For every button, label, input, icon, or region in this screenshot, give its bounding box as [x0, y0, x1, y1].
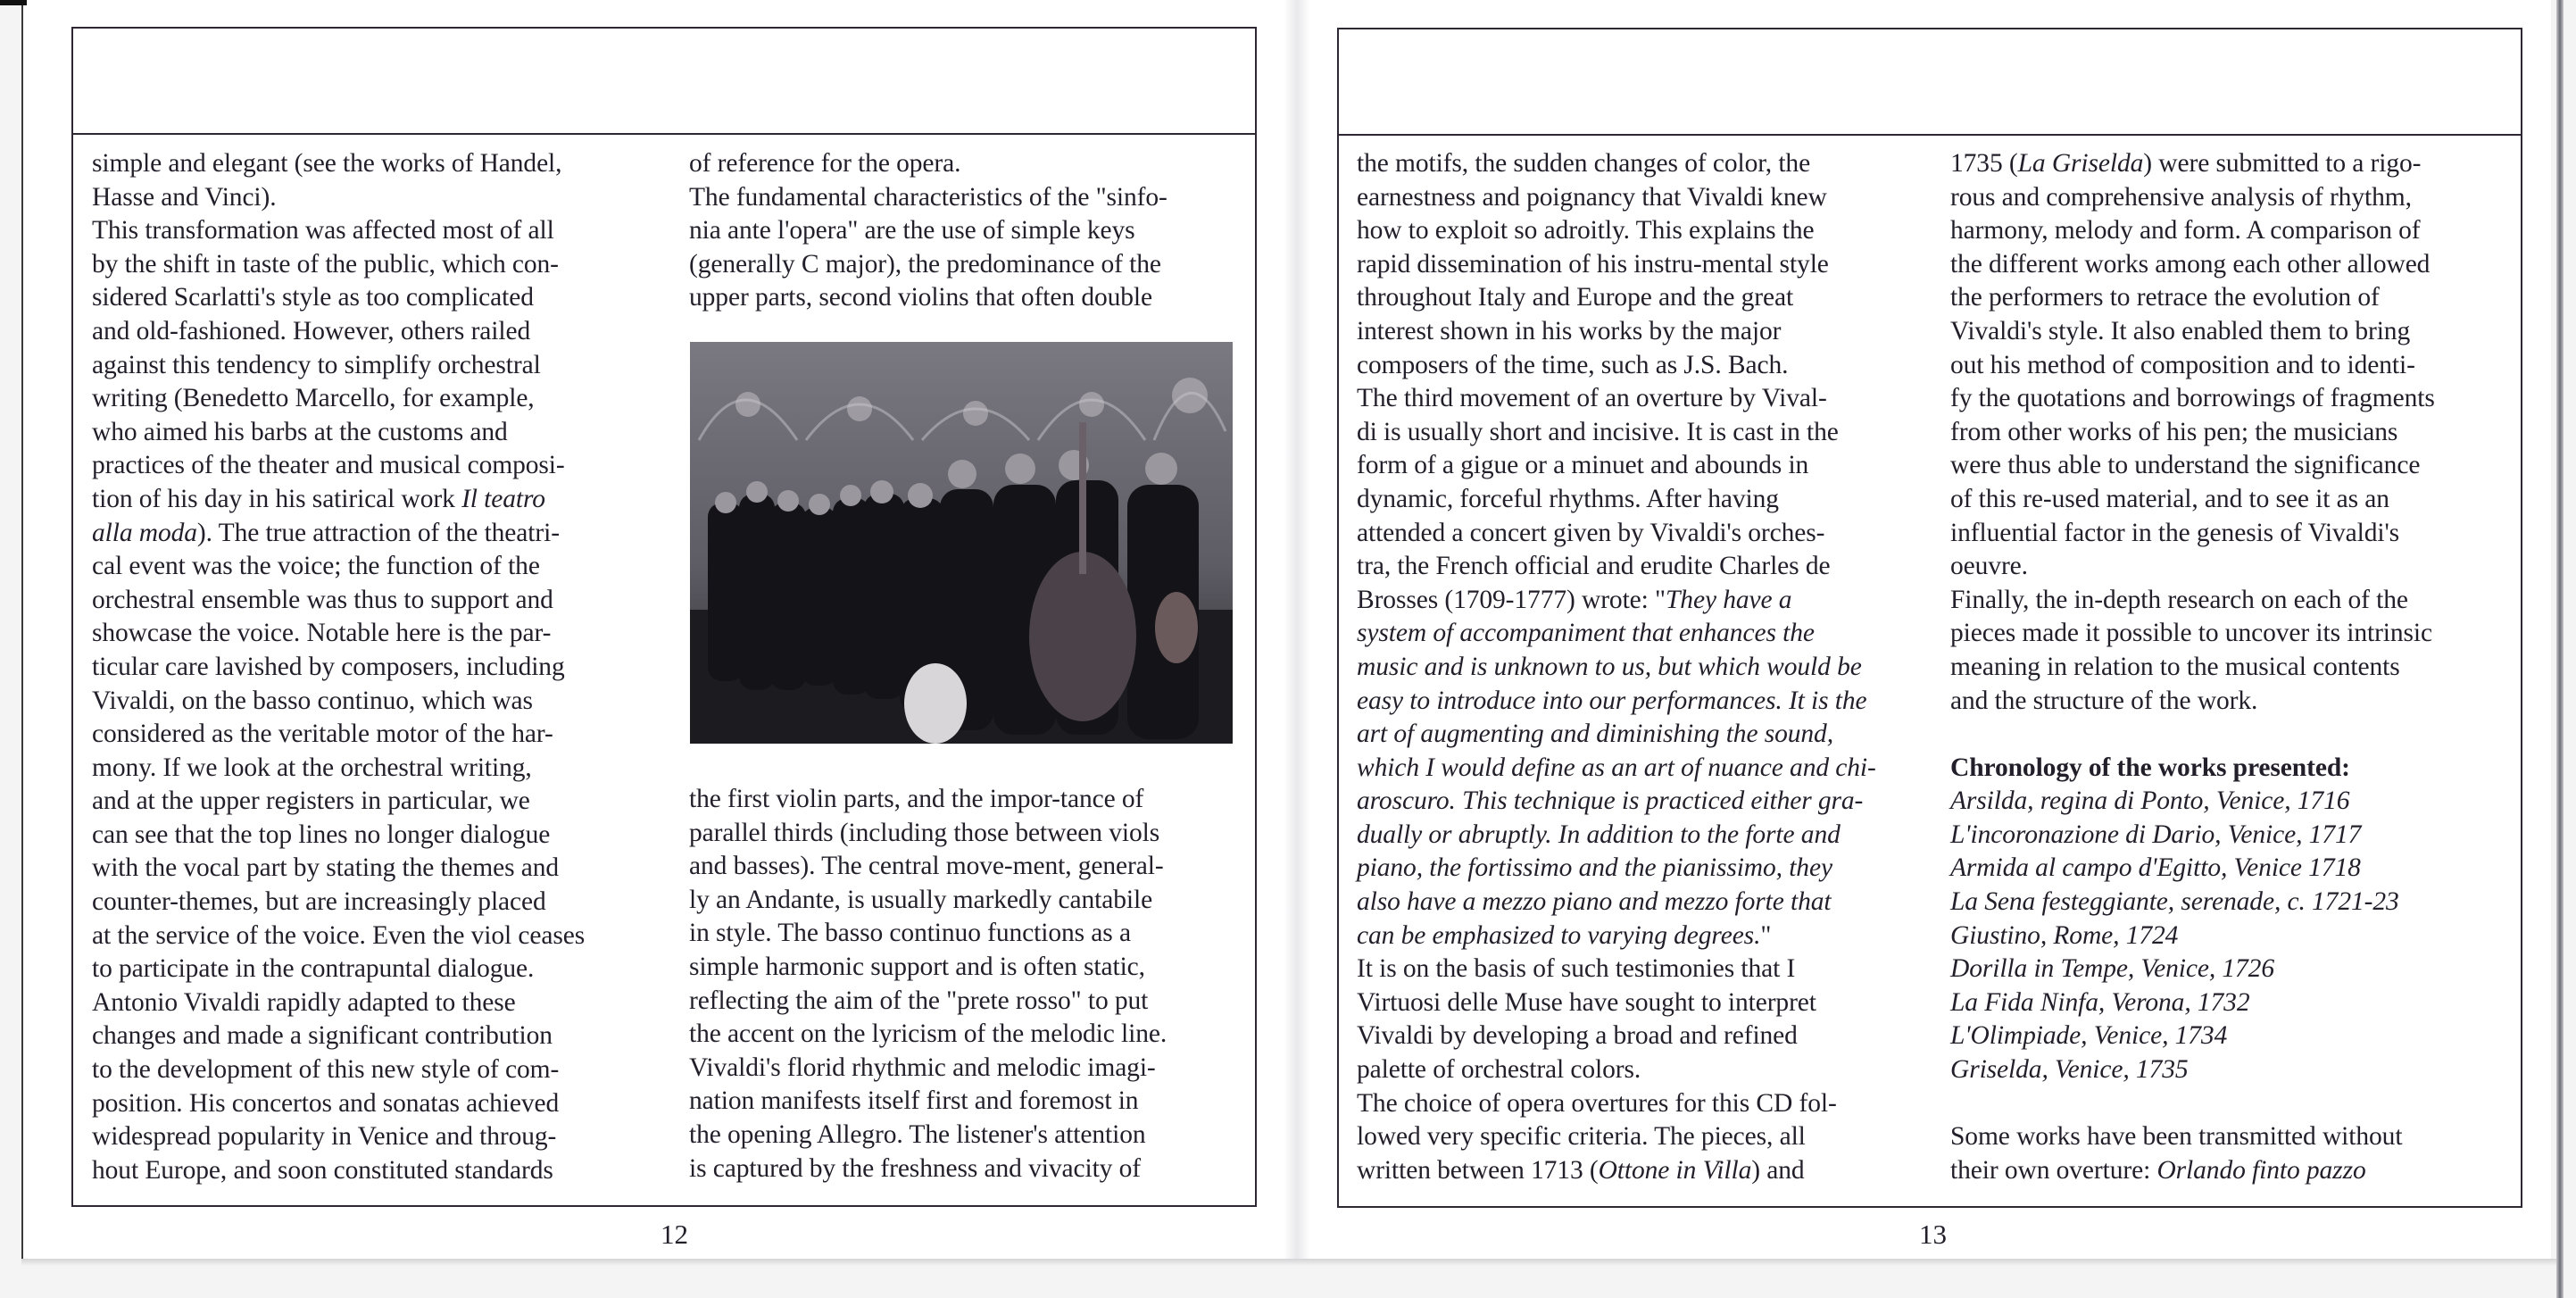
text-line: [1357, 953, 1876, 986]
text-line: [1950, 483, 2435, 517]
text-line: [689, 917, 1167, 951]
body-text: tra, the French official and erudite Charles de: [1357, 552, 1831, 581]
body-text: ly an Andante, is usually markedly cantabile: [689, 885, 1153, 914]
text-line: [1950, 919, 2435, 953]
text-line: [92, 752, 585, 786]
body-text: the accent on the lyricism of the melodic line.: [689, 1019, 1168, 1049]
italic-text: alla moda: [92, 518, 197, 547]
text-line: [1357, 1154, 1876, 1188]
text-line: [1950, 315, 2435, 349]
body-text: throughout Italy and Europe and the great: [1357, 283, 1794, 312]
body-text: of this re-used material, and to see it as an: [1950, 484, 2389, 513]
text-line: [1950, 617, 2435, 651]
text-line: [1357, 483, 1876, 517]
text-line: [1950, 986, 2435, 1020]
text-line: [1357, 1087, 1876, 1121]
italic-text: L'Olimpiade, Venice, 1734: [1950, 1021, 2228, 1051]
body-text: dynamic, forceful rhythms. After having: [1357, 484, 1779, 513]
body-text: Vivaldi's florid rhythmic and melodic imagi-: [689, 1053, 1156, 1082]
body-text: Vivaldi by developing a broad and refined: [1357, 1021, 1798, 1051]
text-line: [1357, 718, 1876, 752]
body-text: ) and: [1751, 1155, 1805, 1185]
text-line: [1950, 1053, 2435, 1087]
text-line: [92, 281, 585, 315]
book-gutter: [1284, 0, 1310, 1259]
body-text: orchestral ensemble was thus to support and: [92, 585, 553, 614]
text-line: [92, 315, 585, 349]
body-text: harmony, melody and form. A comparison of: [1950, 216, 2421, 245]
body-text: rapid dissemination of his instru-mental style: [1357, 249, 1829, 279]
text-line: [1357, 1120, 1876, 1154]
text-line: [689, 214, 1168, 248]
body-text: and the structure of the work.: [1950, 686, 2258, 715]
page-12-column-1: [92, 147, 585, 1187]
text-line: [92, 181, 585, 215]
blank-line: [1950, 718, 2435, 752]
page-number-12: 12: [661, 1219, 688, 1250]
text-line: [92, 147, 585, 181]
text-line: [1357, 349, 1876, 383]
text-line: [689, 1052, 1167, 1086]
body-text: is captured by the freshness and vivacity of: [689, 1153, 1141, 1183]
text-line: [1357, 819, 1876, 853]
body-text: Vivaldi, on the basso continuo, which was: [92, 686, 533, 715]
body-text: oeuvre.: [1950, 552, 2028, 581]
body-text: nation manifests itself first and foremost in: [689, 1086, 1139, 1116]
text-line: [1357, 986, 1876, 1020]
page-12-column-2-top: [689, 147, 1168, 315]
body-text: ). The true attraction of the theatri-: [196, 518, 560, 547]
body-text: di is usually short and incisive. It is cast in the: [1357, 417, 1839, 446]
body-text: to participate in the contrapuntal dialogue.: [92, 954, 535, 984]
text-line: [1950, 819, 2435, 853]
italic-text: which I would define as an art of nuance and chi-: [1357, 753, 1876, 782]
text-line: [1950, 517, 2435, 551]
page-number-13: 13: [1919, 1219, 1947, 1250]
text-line: [689, 248, 1168, 282]
text-line: [1357, 651, 1876, 685]
body-text: ticular care lavished by composers, including: [92, 652, 565, 681]
text-line: [689, 850, 1167, 884]
text-line: [689, 985, 1167, 1019]
text-line: [92, 785, 585, 819]
body-text: Some works have been transmitted without: [1950, 1122, 2403, 1152]
text-line: [689, 181, 1168, 215]
italic-text: also have a mezzo piano and mezzo forte that: [1357, 887, 1832, 917]
text-line: [1950, 852, 2435, 886]
text-line: [1950, 1120, 2435, 1154]
text-line: [92, 1154, 585, 1188]
text-line: [92, 1053, 585, 1087]
text-line: [92, 483, 585, 517]
italic-text: Arsilda, regina di Ponto, Venice, 1716: [1950, 786, 2350, 816]
body-text: sidered Scarlatti's style as too complicated: [92, 283, 534, 312]
body-text: 1735 (: [1950, 149, 2018, 178]
text-line: [92, 517, 585, 551]
text-line: [92, 685, 585, 719]
text-line: [689, 1119, 1167, 1152]
text-line: [92, 919, 585, 953]
text-line: [689, 783, 1167, 817]
text-line: [92, 1019, 585, 1053]
italic-text: can be emphasized to varying degrees.: [1357, 920, 1761, 950]
body-text: mony. If we look at the orchestral writing,: [92, 753, 532, 782]
text-line: [92, 449, 585, 483]
italic-text: easy to introduce into our performances. It is the: [1357, 686, 1867, 715]
italic-text: La Sena festeggiante, serenade, c. 1721-23: [1950, 887, 2399, 917]
text-line: [92, 416, 585, 450]
text-line: [1357, 1019, 1876, 1053]
ensemble-photo-icon: [690, 342, 1233, 744]
text-line: [92, 986, 585, 1020]
italic-text: Dorilla in Tempe, Venice, 1726: [1950, 954, 2274, 984]
text-line: [1950, 785, 2435, 819]
text-line: [1950, 181, 2435, 215]
body-text: Vivaldi's style. It also enabled them to bring: [1950, 316, 2411, 345]
body-text: can see that the top lines no longer dialogue: [92, 820, 551, 849]
text-line: [1357, 852, 1876, 886]
body-text: written between 1713 (: [1357, 1155, 1599, 1185]
text-line: [689, 951, 1167, 985]
body-text: and at the upper registers in particular, we: [92, 786, 530, 816]
italic-text: piano, the fortissimo and the pianissimo, they: [1357, 853, 1832, 883]
body-text: earnestness and poignancy that Vivaldi knew: [1357, 182, 1827, 212]
body-text: fy the quotations and borrowings of fragments: [1950, 384, 2435, 413]
text-line: [1950, 248, 2435, 282]
body-text: the performers to retrace the evolution of: [1950, 283, 2380, 312]
body-text: It is on the basis of such testimonies that I: [1357, 954, 1796, 984]
body-text: position. His concertos and sonatas achieved: [92, 1088, 560, 1118]
text-line: [1950, 584, 2435, 618]
text-line: [1950, 651, 2435, 685]
italic-text: Giustino, Rome, 1724: [1950, 920, 2179, 950]
text-line: [689, 1085, 1167, 1119]
text-line: [1357, 550, 1876, 584]
text-line: [1950, 382, 2435, 416]
text-line: [1357, 147, 1876, 181]
text-line: [1950, 886, 2435, 919]
body-text: composers of the time, such as J.S. Bach.: [1357, 350, 1789, 379]
text-line: [689, 1152, 1167, 1186]
body-text: attended a concert given by Vivaldi's orches-: [1357, 518, 1825, 547]
text-line: [92, 382, 585, 416]
text-line: [1357, 416, 1876, 450]
text-line: [92, 617, 585, 651]
body-text: showcase the voice. Notable here is the par-: [92, 619, 552, 648]
body-text: rous and comprehensive analysis of rhythm,: [1950, 182, 2412, 212]
text-line: [1950, 953, 2435, 986]
body-text: reflecting the aim of the "prete rosso" to put: [689, 986, 1149, 1015]
body-text: ": [1760, 920, 1772, 950]
text-line: [1950, 147, 2435, 181]
italic-text: They have a: [1666, 585, 1792, 614]
text-line: [689, 147, 1168, 181]
body-text: The third movement of an overture by Vival-: [1357, 384, 1827, 413]
text-line: [1950, 416, 2435, 450]
text-line: [1950, 214, 2435, 248]
body-text: nia ante l'opera" are the use of simple keys: [689, 216, 1135, 245]
body-text: form of a gigue or a minuet and abounds in: [1357, 451, 1809, 480]
text-line: [1950, 1019, 2435, 1053]
body-text: with the vocal part by stating the themes and: [92, 853, 560, 883]
text-line: [1357, 214, 1876, 248]
body-text: from other works of his pen; the musicians: [1950, 417, 2398, 446]
text-line: [92, 248, 585, 282]
italic-text: L'incoronazione di Dario, Venice, 1717: [1950, 820, 2362, 849]
body-text: against this tendency to simplify orchestral: [92, 350, 541, 379]
body-text: pieces made it possible to uncover its intrinsic: [1950, 619, 2433, 648]
italic-text: music and is unknown to us, but which would be: [1357, 652, 1862, 681]
body-text: Virtuosi delle Muse have sought to interpret: [1357, 987, 1816, 1017]
text-line: [92, 953, 585, 986]
text-line: [92, 214, 585, 248]
italic-text: Armida al campo d'Egitto, Venice 1718: [1950, 853, 2361, 883]
text-line: [1357, 584, 1876, 618]
body-text: practices of the theater and musical composi-: [92, 451, 565, 480]
ensemble-photo: [690, 342, 1233, 744]
body-text: Finally, the in-depth research on each of the: [1950, 585, 2408, 614]
body-text: at the service of the voice. Even the viol ceases: [92, 920, 586, 950]
text-line: [1357, 685, 1876, 719]
body-text: how to exploit so adroitly. This explains the: [1357, 216, 1815, 245]
body-text: writing (Benedetto Marcello, for example,: [92, 384, 535, 413]
italic-text: aroscuro. This technique is practiced either gra-: [1357, 786, 1864, 816]
text-line: [1950, 685, 2435, 719]
page-shadow: [21, 1259, 2556, 1266]
body-text: interest shown in his works by the major: [1357, 316, 1782, 345]
text-line: [1950, 752, 2435, 786]
body-text: simple harmonic support and is often static,: [689, 952, 1145, 981]
italic-text: Griselda, Venice, 1735: [1950, 1055, 2189, 1085]
italic-text: system of accompaniment that enhances the: [1357, 619, 1815, 648]
body-text: counter-themes, but are increasingly placed: [92, 887, 546, 917]
body-text: (generally C major), the predominance of the: [689, 249, 1161, 279]
body-text: out his method of composition and to identi-: [1950, 350, 2415, 379]
text-line: [1950, 1154, 2435, 1188]
body-text: the different works among each other allowed: [1950, 249, 2431, 279]
text-line: [92, 349, 585, 383]
text-line: [1950, 550, 2435, 584]
text-line: [1357, 785, 1876, 819]
body-text: considered as the veritable motor of the har-: [92, 720, 553, 749]
body-text: widespread popularity in Venice and throug-: [92, 1122, 557, 1152]
text-line: [92, 886, 585, 919]
body-text: This transformation was affected most of all: [92, 216, 554, 245]
italic-text: Ottone in Villa: [1598, 1155, 1752, 1185]
body-text: The fundamental characteristics of the "sinfo-: [689, 182, 1168, 212]
page-13-header-band: [1339, 29, 2521, 136]
body-text: simple and elegant (see the works of Handel,: [92, 149, 562, 178]
text-line: [1357, 617, 1876, 651]
body-text: ) were submitted to a rigo-: [2143, 149, 2422, 178]
text-line: [1357, 1053, 1876, 1087]
body-text: of reference for the opera.: [689, 149, 961, 178]
text-line: [1357, 382, 1876, 416]
italic-text: Il teatro: [461, 484, 545, 513]
text-line: [689, 1018, 1167, 1052]
body-text: lowed very specific criteria. The pieces, all: [1357, 1122, 1806, 1152]
body-text: to the development of this new style of com-: [92, 1055, 560, 1085]
italic-text: Orlando finto pazzo: [2156, 1155, 2366, 1185]
text-line: [1357, 886, 1876, 919]
body-text: cal event was the voice; the function of the: [92, 552, 540, 581]
body-text: in style. The basso continuo functions as a: [689, 919, 1131, 948]
body-text: Antonio Vivaldi rapidly adapted to these: [92, 987, 516, 1017]
italic-text: La Fida Ninfa, Verona, 1732: [1950, 987, 2250, 1017]
body-text: influential factor in the genesis of Vivaldi's: [1950, 518, 2400, 547]
italic-text: La Griselda: [2017, 149, 2144, 178]
page-edge: [2556, 0, 2564, 1298]
scan-edge: [0, 0, 27, 5]
body-text: by the shift in taste of the public, which con-: [92, 249, 559, 279]
text-line: [92, 550, 585, 584]
text-line: [1950, 449, 2435, 483]
body-text: Hasse and Vinci).: [92, 182, 277, 212]
text-line: [1950, 349, 2435, 383]
page-13-column-2: [1950, 147, 2435, 1187]
text-line: [1357, 248, 1876, 282]
body-text: their own overture:: [1950, 1155, 2157, 1185]
body-text: the motifs, the sudden changes of color, the: [1357, 149, 1811, 178]
text-line: [92, 852, 585, 886]
body-text: were thus able to understand the significance: [1950, 451, 2421, 480]
body-text: and basses). The central move-ment, general-: [689, 852, 1164, 881]
section-heading: Chronology of the works presented:: [1950, 753, 2350, 782]
text-line: [1357, 919, 1876, 953]
body-text: Brosses (1709-1777) wrote: ": [1357, 585, 1666, 614]
text-line: [1357, 449, 1876, 483]
body-text: the first violin parts, and the impor-tance of: [689, 785, 1144, 813]
text-line: [1357, 181, 1876, 215]
body-text: meaning in relation to the musical contents: [1950, 652, 2400, 681]
text-line: [92, 718, 585, 752]
body-text: The choice of opera overtures for this CD fol-: [1357, 1088, 1837, 1118]
text-line: [1357, 752, 1876, 786]
text-line: [92, 584, 585, 618]
text-line: [689, 884, 1167, 918]
text-line: [1357, 315, 1876, 349]
body-text: palette of orchestral colors.: [1357, 1055, 1641, 1085]
italic-text: art of augmenting and diminishing the sound,: [1357, 720, 1833, 749]
body-text: changes and made a significant contribution: [92, 1021, 553, 1051]
text-line: [92, 1087, 585, 1121]
page-12-header-band: [73, 29, 1255, 135]
text-line: [1357, 281, 1876, 315]
page-12-column-2-bottom: [689, 783, 1167, 1186]
text-line: [92, 1120, 585, 1154]
text-line: [689, 281, 1168, 315]
blank-line: [1950, 1087, 2435, 1121]
text-line: [1950, 281, 2435, 315]
body-text: tion of his day in his satirical work: [92, 484, 462, 513]
text-line: [92, 819, 585, 853]
body-text: hout Europe, and soon constituted standards: [92, 1155, 553, 1185]
body-text: who aimed his barbs at the customs and: [92, 417, 508, 446]
body-text: the opening Allegro. The listener's attention: [689, 1119, 1146, 1149]
text-line: [689, 817, 1167, 851]
text-line: [92, 651, 585, 685]
body-text: and old-fashioned. However, others railed: [92, 316, 531, 345]
body-text: parallel thirds (including those between viols: [689, 818, 1160, 847]
italic-text: dually or abruptly. In addition to the forte and: [1357, 820, 1841, 849]
body-text: upper parts, second violins that often double: [689, 283, 1153, 312]
page-13-column-1: [1357, 147, 1876, 1187]
text-line: [1357, 517, 1876, 551]
